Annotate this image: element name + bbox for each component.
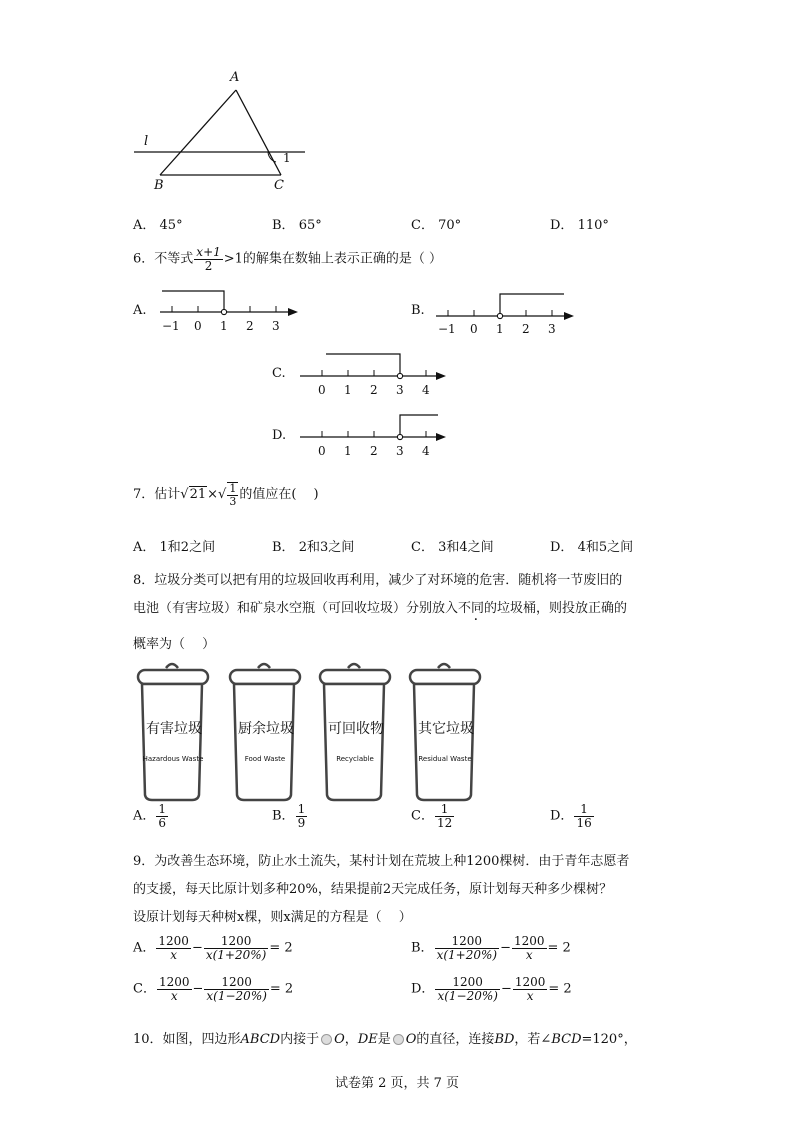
q9-option-b: B． $\frac{1200}{x(1+20\%)}$ − $\frac{1200}{x}$ = 2	[411, 934, 571, 962]
tick-label: 2	[246, 319, 254, 333]
q8-stem-line-1: 8．垃圾分类可以把有用的垃圾回收再利用，减少了对环境的危害．随机将一节废旧的	[133, 573, 623, 588]
tick-label: 1	[344, 444, 352, 458]
tick-label: 1	[344, 383, 352, 397]
bin-label-cn: 有害垃圾	[146, 721, 202, 737]
q6-stem: 6．不等式 $\frac{x+1}{2}$ >1的解集在数轴上表示正确的是（ ）	[133, 245, 443, 273]
angle-1-label: 1	[283, 151, 291, 165]
q8-option-b: B． $\frac{1}{9}$	[272, 802, 306, 830]
tick-label: 3	[396, 383, 404, 397]
tick-label: 2	[370, 444, 378, 458]
tick-label: 2	[370, 383, 378, 397]
tick-label: 0	[318, 383, 326, 397]
bin-label-en: Residual Waste	[418, 755, 472, 763]
q8-stem-line-2: 电池（有害垃圾）和矿泉水空瓶（可回收垃圾）分别放入不同的垃圾桶，则投放正确的	[133, 601, 628, 616]
q7-option-c: C． 3和4之间	[411, 540, 494, 555]
tick-label: −1	[438, 322, 456, 336]
tick-label: 0	[470, 322, 478, 336]
q8-option-c: C． $\frac{1}{12}$	[411, 802, 453, 830]
q5-option-a: A． 45°	[133, 218, 183, 233]
q7-option-d: D． 4和5之间	[550, 540, 634, 555]
q5-option-c: C． 70°	[411, 218, 462, 233]
bin-label-en: Recyclable	[336, 755, 374, 763]
q7-option-b: B． 2和3之间	[272, 540, 355, 555]
q6-option-d-key: D.	[272, 428, 287, 443]
q5-option-d: D． 110°	[550, 218, 609, 233]
bin-label-cn: 其它垃圾	[418, 721, 474, 737]
tick-label: 0	[194, 319, 202, 333]
q8-option-a: A． $\frac{1}{6}$	[133, 802, 167, 830]
tick-label: 4	[422, 444, 430, 458]
circle-icon	[393, 1034, 404, 1045]
q6-option-a-key: A.	[133, 303, 147, 318]
bin-label-en: Food Waste	[244, 755, 286, 763]
tick-label: 1	[220, 319, 228, 333]
vertex-a-label: A	[230, 70, 240, 85]
page-footer: 试卷第 2 页，共 7 页	[334, 1076, 460, 1091]
q8-option-d: D． $\frac{1}{16}$	[550, 802, 592, 830]
circle-icon	[321, 1034, 332, 1045]
bin-label-en: Hazardous Waste	[142, 755, 204, 763]
tick-label: 2	[522, 322, 530, 336]
q7-option-a: A． 1和2之间	[133, 540, 216, 555]
q10-stem: 10．如图，四边形ABCD内接于 O，DE是 O的直径，连接BD，若∠BCD=120°，	[133, 1032, 637, 1047]
q9-option-c: C． $\frac{1200}{x}$ − $\frac{1200}{x(1-20\%)}$ = 2	[133, 975, 294, 1003]
q9-stem-line-1: 9．为改善生态环境，防止水土流失，某村计划在荒坡上种1200棵树．由于青年志愿者	[133, 854, 630, 869]
vertex-b-label: B	[154, 178, 164, 193]
q6-option-c-key: C.	[272, 366, 286, 381]
tick-label: 4	[422, 383, 430, 397]
tick-label: 3	[396, 444, 404, 458]
q6-option-b-key: B.	[411, 303, 425, 318]
tick-label: −1	[162, 319, 180, 333]
q9-stem-line-2: 的支援，每天比原计划多种20%，结果提前2天完成任务，原计划每天种多少棵树？	[133, 882, 613, 897]
tick-label: 1	[496, 322, 504, 336]
q7-stem: 7．估计√21×√ $\frac{1}{3}$ 的值应在( )	[133, 482, 319, 508]
bin-label-cn: 厨余垃圾	[238, 721, 294, 737]
tick-label: 3	[548, 322, 556, 336]
q8-stem-line-3: 概率为（ ）	[133, 637, 216, 652]
vertex-c-label: C	[274, 178, 284, 193]
q9-option-d: D． $\frac{1200}{x(1-20\%)}$ − $\frac{1200}{x}$ = 2	[411, 975, 572, 1003]
tick-label: 3	[272, 319, 280, 333]
line-l-label: l	[144, 134, 149, 149]
q5-option-b: B． 65°	[272, 218, 322, 233]
bin-label-cn: 可回收物	[328, 721, 384, 737]
q9-stem-line-3: 设原计划每天种树x棵，则x满足的方程是（ ）	[133, 910, 412, 925]
tick-label: 0	[318, 444, 326, 458]
q9-option-a: A． $\frac{1200}{x}$ − $\frac{1200}{x(1+20\%)}$ = 2	[133, 934, 293, 962]
